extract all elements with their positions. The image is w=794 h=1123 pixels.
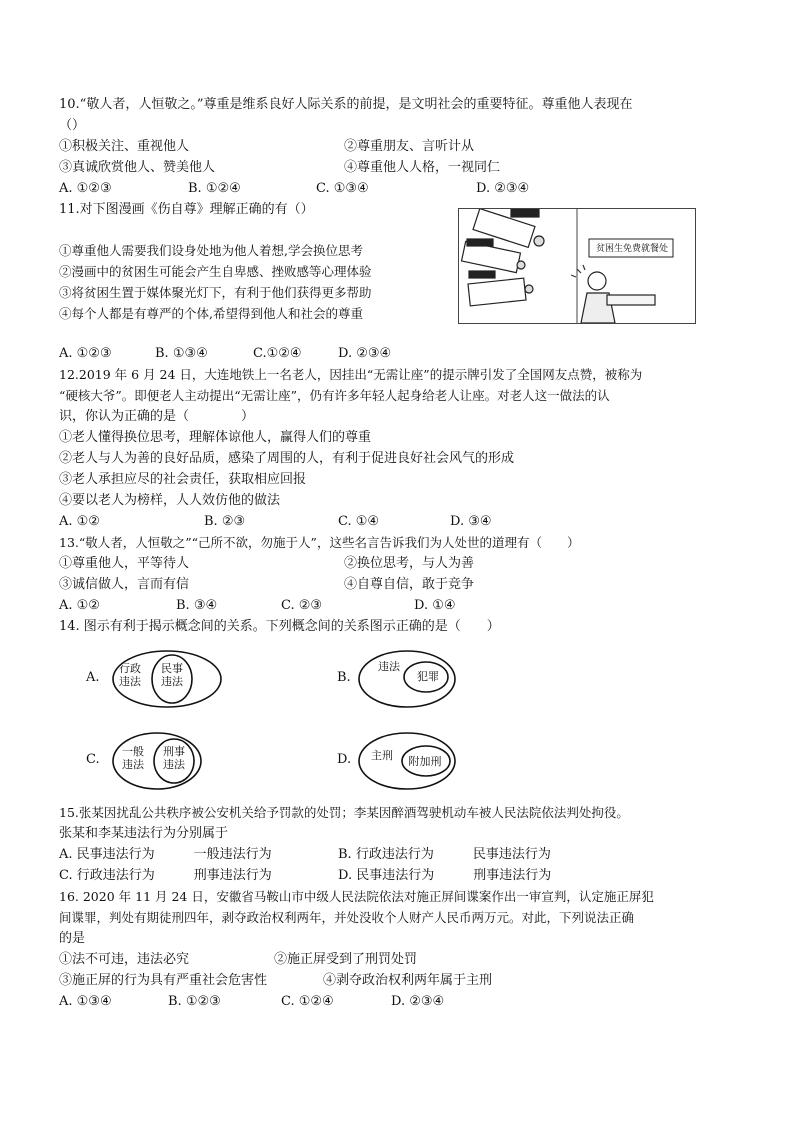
q11-statement-3: ③将贫困生置于媒体聚光灯下，有利于他们获得更多帮助 <box>59 285 372 300</box>
q16-statement-2: ②施正屏受到了刑罚处罚 <box>274 952 418 967</box>
q12-option-a: A. ①② <box>59 514 100 529</box>
q16-stem-line3: 的是 <box>59 931 86 946</box>
q13-statement-2: ②换位思考，与人为善 <box>344 556 475 571</box>
q10-option-b: B. ①②④ <box>188 181 241 196</box>
q14-diagram-a-label: A. <box>86 670 100 685</box>
cartoon-sign: 贫困生免费就餐处 <box>595 244 668 254</box>
q13-option-c: C. ②③ <box>281 598 323 613</box>
q14-diagram-b-label: B. <box>337 670 351 685</box>
q10-statement-1: ①积极关注、重视他人 <box>59 139 190 154</box>
cartoon-image <box>458 208 696 324</box>
q13-option-d: D. ①④ <box>414 598 456 613</box>
q14-diagram-b <box>356 648 460 710</box>
q10-statement-2: ②尊重朋友、言听计从 <box>344 139 475 154</box>
q16-statement-1: ①法不可违，违法必究 <box>59 952 190 967</box>
q16-stem-line1: 16. 2020 年 11 月 24 日，安徽省马鞍山市中级人民法院依法对施正屏间谍案作出一审宣判，认定施正屏犯 <box>59 889 654 904</box>
q12-stem-line2: “硬核大爷”。即便老人主动提出“无需让座”，仍有许多年轻人起身给老人让座。对老人这一做法的认 <box>59 388 610 403</box>
q11-option-b: B. ①③④ <box>155 346 208 361</box>
q12-option-b: B. ②③ <box>204 514 246 529</box>
q10-option-c: C. ①③④ <box>316 181 369 196</box>
q16-option-d: D. ②③④ <box>391 994 445 1009</box>
q16-statement-4: ④剥夺政治权利两年属于主刑 <box>323 973 493 988</box>
q12-stem-line3: 识，你认为正确的是（ ） <box>59 409 255 424</box>
q11-statement-1: ①尊重他人需要我们设身处地为他人着想,学会换位思考 <box>59 243 363 258</box>
q16-stem-line2: 间谍罪，判处有期徒刑四年，剥夺政治权利两年，并处没收个人财产人民币两万元。对此，下列说法正确 <box>59 910 635 925</box>
q12-statement-2: ②老人与人为善的良好品质，感染了周围的人，有利于促进良好社会风气的形成 <box>59 451 515 466</box>
q10-option-d: D. ②③④ <box>476 181 530 196</box>
q15-option-a: A. 民事违法行为 一般违法行为 <box>59 847 272 862</box>
q10-statement-4: ④尊重他人人格，一视同仁 <box>344 160 501 175</box>
q16-option-c: C. ①②④ <box>281 994 334 1009</box>
q14-diagram-c-outer-text: 一般 违法 <box>122 745 144 771</box>
q14-diagram-d-outer-text: 主刑 <box>371 749 393 762</box>
q16-statement-3: ③施正屏的行为具有严重社会危害性 <box>59 973 268 988</box>
q11-option-d: D. ②③④ <box>338 346 392 361</box>
cartoon-drawing <box>459 209 695 323</box>
q11-option-a: A. ①②③ <box>59 346 112 361</box>
q13-statement-3: ③诚信做人，言而有信 <box>59 577 190 592</box>
q11-statement-2: ②漫画中的贫困生可能会产生自卑感、挫败感等心理体验 <box>59 264 372 279</box>
q15-stem-line1: 15.张某因扰乱公共秩序被公安机关给予罚款的处罚；李某因醉酒驾驶机动车被人民法院依法判处拘役。 <box>59 805 629 820</box>
q14-diagram-a-inner-text: 民事 违法 <box>161 662 183 688</box>
q15-option-d: D. 民事违法行为 刑事违法行为 <box>338 868 552 883</box>
q12-option-c: C. ①④ <box>338 514 380 529</box>
q13-option-b: B. ③④ <box>176 598 218 613</box>
student-figure <box>571 265 655 323</box>
q14-diagram-b-outer-text: 违法 <box>378 660 400 673</box>
q10-stem-line1: 10.“敬人者，人恒敬之。”尊重是维系良好人际关系的前提，是文明社会的重要特征。尊重他人表现在 <box>59 97 633 112</box>
q14-diagram-a-outer-text: 行政 违法 <box>119 662 141 688</box>
camera-icon <box>462 239 525 273</box>
q15-stem-line2: 张某和李某违法行为分别属于 <box>59 826 229 841</box>
q13-statement-1: ①尊重他人，平等待人 <box>59 556 190 571</box>
q10-stem-line2: （） <box>59 118 86 133</box>
q10-option-a: A. ①②③ <box>59 181 112 196</box>
q12-statement-3: ③老人承担应尽的社会责任，获取相应回报 <box>59 472 307 487</box>
q15-option-c: C. 行政违法行为 刑事违法行为 <box>59 868 272 883</box>
q13-statement-4: ④自尊自信，敢于竞争 <box>344 577 475 592</box>
q12-option-d: D. ③④ <box>450 514 492 529</box>
q14-diagram-c-label: C. <box>86 752 100 767</box>
q13-option-a: A. ①② <box>59 598 100 613</box>
q11-statement-4: ④每个人都是有尊严的个体,希望得到他人和社会的尊重 <box>59 306 363 321</box>
camera-icon <box>468 271 533 306</box>
q16-option-b: B. ①②③ <box>168 994 221 1009</box>
q14-diagram-c-inner-text: 刑事 违法 <box>163 745 185 771</box>
q16-option-a: A. ①③④ <box>59 994 112 1009</box>
q10-statement-3: ③真诚欣赏他人、赞美他人 <box>59 160 216 175</box>
q12-statement-4: ④要以老人为榜样，人人效仿他的做法 <box>59 493 281 508</box>
q14-diagram-b-inner-text: 犯罪 <box>417 670 439 683</box>
q11-stem: 11.对下图漫画《伤自尊》理解正确的有（） <box>59 202 314 217</box>
q12-statement-1: ①老人懂得换位思考，理解体谅他人，赢得人们的尊重 <box>59 430 372 445</box>
q14-stem: 14. 图示有利于揭示概念间的关系。下列概念间的关系图示正确的是（ ） <box>59 619 500 634</box>
q13-stem: 13.“敬人者，人恒敬之”“己所不欲，勿施于人”，这些名言告诉我们为人处世的道理有（ ） <box>59 535 580 550</box>
q11-option-c: C.①②④ <box>253 346 302 361</box>
q15-option-b: B. 行政违法行为 民事违法行为 <box>338 847 551 862</box>
q12-stem-line1: 12.2019 年 6 月 24 日，大连地铁上一名老人，因挂出“无需让座”的提示牌引发了全国网友点赞，被称为 <box>59 367 643 382</box>
q14-diagram-d-label: D. <box>337 752 352 767</box>
q14-diagram-d-inner-text: 附加刑 <box>408 755 442 768</box>
